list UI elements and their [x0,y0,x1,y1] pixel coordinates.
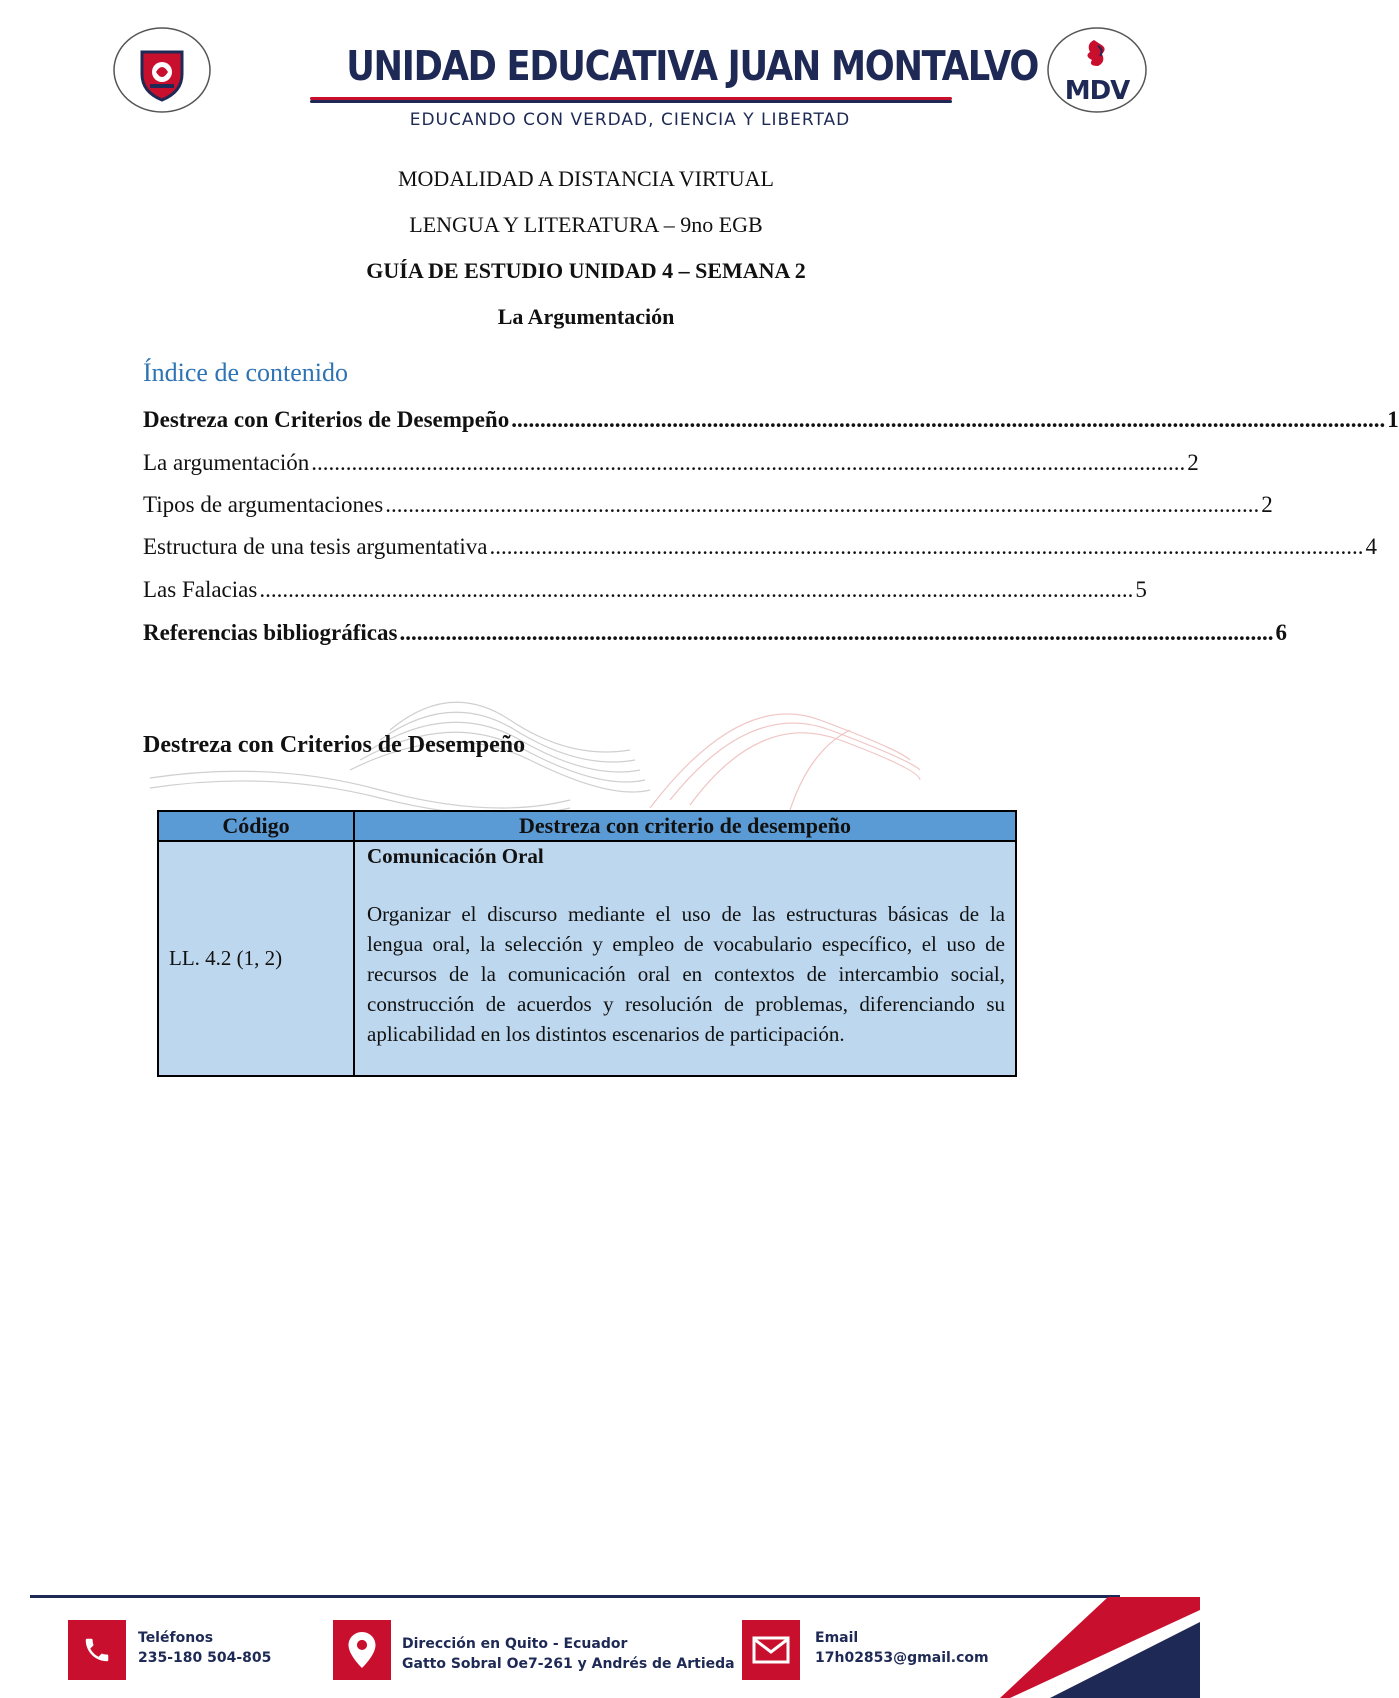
toc-entry-label: Destreza con Criterios de Desempeño [143,407,510,432]
column-header-skill: Destreza con criterio de desempeño [354,811,1016,841]
toc-entry-referencias[interactable] [143,620,1287,650]
address-title: Dirección en Quito - Ecuador [402,1636,628,1652]
skill-description-cell [354,841,1016,1076]
section-heading: Destreza con Criterios de Desempeño [143,732,526,758]
address-block [402,1634,735,1674]
skill-body: Organizar el discurso mediante el uso de las estructuras básicas de la lengua oral, la selección y empleo de vocabulario específico, el uso de recursos de la comunicación oral en contextos de intercambio social, construcción de acuerdos y resolución de problemas, diferenciando su aplicabilidad en los distintos escenarios de participación. [367,902,1005,1046]
toc-entry-argumentacion[interactable] [143,450,1199,480]
toc-leader: ........................................................................................................................................................ [259,577,1134,602]
phone-value[interactable]: 235-180 504-805 [138,1650,272,1666]
guide-title: GUÍA DE ESTUDIO UNIDAD 4 – SEMANA 2 [366,258,806,283]
header-rule [310,97,952,102]
phone-title: Teléfonos [138,1630,214,1646]
toc-leader: ........................................................................................................................................................ [385,492,1260,517]
school-motto: EDUCANDO CON VERDAD, CIENCIA Y LIBERTAD [409,110,851,130]
toc-entry-page: 2 [1261,492,1273,517]
toc-entry-page: 1 [1387,407,1399,432]
mdv-logo [1046,26,1148,114]
toc-entry-page: 2 [1187,450,1199,475]
subject-title: LENGUA Y LITERATURA – 9no EGB [409,212,763,237]
email-block [815,1628,989,1668]
skills-table [157,810,1017,1077]
toc-leader: ........................................................................................................................................................ [489,534,1364,559]
toc-leader: ........................................................................................................................................................ [399,620,1274,645]
address-value: Gatto Sobral Oe7-261 y Andrés de Artieda [402,1656,735,1672]
column-header-code: Código [158,811,354,841]
footer-rule [30,1595,1120,1598]
skill-title: Comunicación Oral [367,844,544,868]
table-header-row [158,811,1016,841]
toc-entry-label: Tipos de argumentaciones [143,492,384,517]
mail-icon [742,1620,800,1680]
toc-entry-page: 5 [1135,577,1147,602]
modality-title: MODALIDAD A DISTANCIA VIRTUAL [397,166,774,191]
email-title: Email [815,1630,859,1646]
toc-leader: ........................................................................................................................................................ [511,407,1386,432]
toc-leader: ........................................................................................................................................................ [311,450,1186,475]
toc-entry-label: La argumentación [143,450,310,475]
toc-entry-page: 4 [1365,534,1377,559]
school-crest-logo [112,26,212,114]
toc-entry-tipos[interactable] [143,492,1273,522]
skill-code: LL. 4.2 (1, 2) [158,841,354,1076]
location-pin-icon [333,1620,391,1680]
toc-entry-page: 6 [1275,620,1287,645]
table-row [158,841,1016,1076]
toc-entry-destreza[interactable] [143,407,1399,437]
phone-icon [68,1620,126,1680]
toc-entry-label: Referencias bibliográficas [143,620,398,645]
topic-title: La Argumentación [497,304,675,329]
email-value[interactable]: 17h02853@gmail.com [815,1650,989,1666]
toc-entry-estructura[interactable] [143,534,1377,564]
mdv-logo-text: MDV [1064,76,1130,106]
school-name: UNIDAD EDUCATIVA JUAN MONTALVO [346,42,1039,90]
toc-heading: Índice de contenido [143,358,349,387]
toc-entry-label: Las Falacias [143,577,258,602]
toc-entry-falacias[interactable] [143,577,1147,607]
phone-block [138,1628,271,1668]
toc-entry-label: Estructura de una tesis argumentativa [143,534,488,559]
